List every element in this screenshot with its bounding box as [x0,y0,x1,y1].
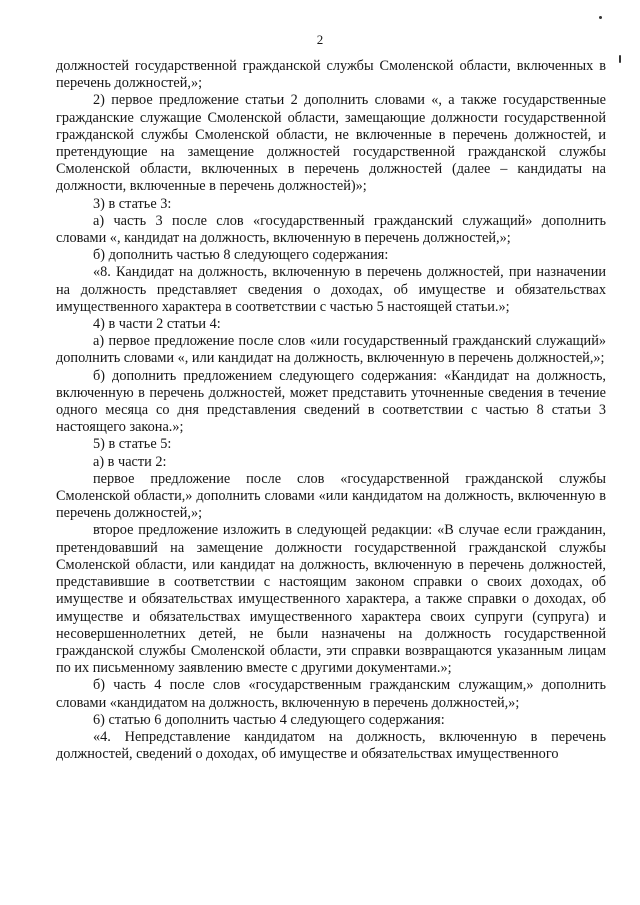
paragraph: 2) первое предложение статьи 2 дополнить словами «, а также государственные гражданские служащие Смоленской области, замещающие должности государственной гражданской службы Смоленской области, не включенные в перечень должностей, и претендующие на замещение должностей государственной гражданской службы Смоленской области, включенных в перечень должностей (далее – кандидаты на должности, включенные в перечень должностей)»; [56,92,606,195]
paragraph: 5) в статье 5: [93,436,172,453]
paragraph: б) дополнить предложением следующего содержания: «Кандидат на должность, включенную в перечень должностей, может представить уточненные сведения в течение одного месяца со дня представления сведений в соответствии с частью 8 статьи 3 настоящего закона.»; [56,367,606,436]
paragraph: 4) в части 2 статьи 4: [93,316,221,333]
document-body [56,58,606,763]
paragraph: второе предложение изложить в следующей редакции: «В случае если гражданин, претендовавший на замещение должности государственной гражданской службы Смоленской области, или кандидат на должность, включенную в перечень должностей, представившие в соответствии с настоящим законом справки о своих доходах, об имуществе и обязательствах имущественного характера, а также справки о доходах, об имуществе и обязательствах имущественного характера своих супруги (супруга) и несовершеннолетних детей, не были назначены на должность государственной гражданской службы Смоленской области, эти справки возвращаются указанным лицам по их письменному заявлению вместе с другими документами.»; [56,522,606,677]
paragraph: первое предложение после слов «государственной гражданской службы Смоленской области,» дополнить словами «или кандидатом на должность, включенную в перечень должностей,»; [56,470,606,522]
paragraph: а) в части 2: [93,453,167,470]
scan-speck [599,16,602,19]
paragraph: б) часть 4 после слов «государственным гражданским служащим,» дополнить словами «кандидатом на должность, включенную в перечень должностей,»; [56,677,606,711]
page-number: 2 [316,32,324,47]
paragraph: а) часть 3 после слов «государственный гражданский служащий» дополнить словами «, кандидат на должность, включенную в перечень должностей,»; [56,212,606,247]
paragraph: «8. Кандидат на должность, включенную в перечень должностей, при назначении на должность представляет сведения о доходах, об имуществе и обязательствах имущественного характера в соответствии с частью 5 настоящей статьи.»; [56,264,606,315]
paragraph: должностей государственной гражданской службы Смоленской области, включенных в перечень должностей,»; [56,58,606,92]
paragraph: а) первое предложение после слов «или государственный гражданский служащий» дополнить словами «, или кандидат на должность, включенную в перечень должностей,»; [56,333,606,367]
paragraph: 6) статью 6 дополнить частью 4 следующего содержания: [93,711,445,728]
paragraph: 3) в статье 3: [93,195,172,212]
paragraph: б) дополнить частью 8 следующего содержания: [93,247,389,264]
paragraph: «4. Непредставление кандидатом на должность, включенную в перечень должностей, сведений о доходах, об имуществе и обязательствах имущественного [56,728,606,763]
scan-speck [619,55,621,63]
